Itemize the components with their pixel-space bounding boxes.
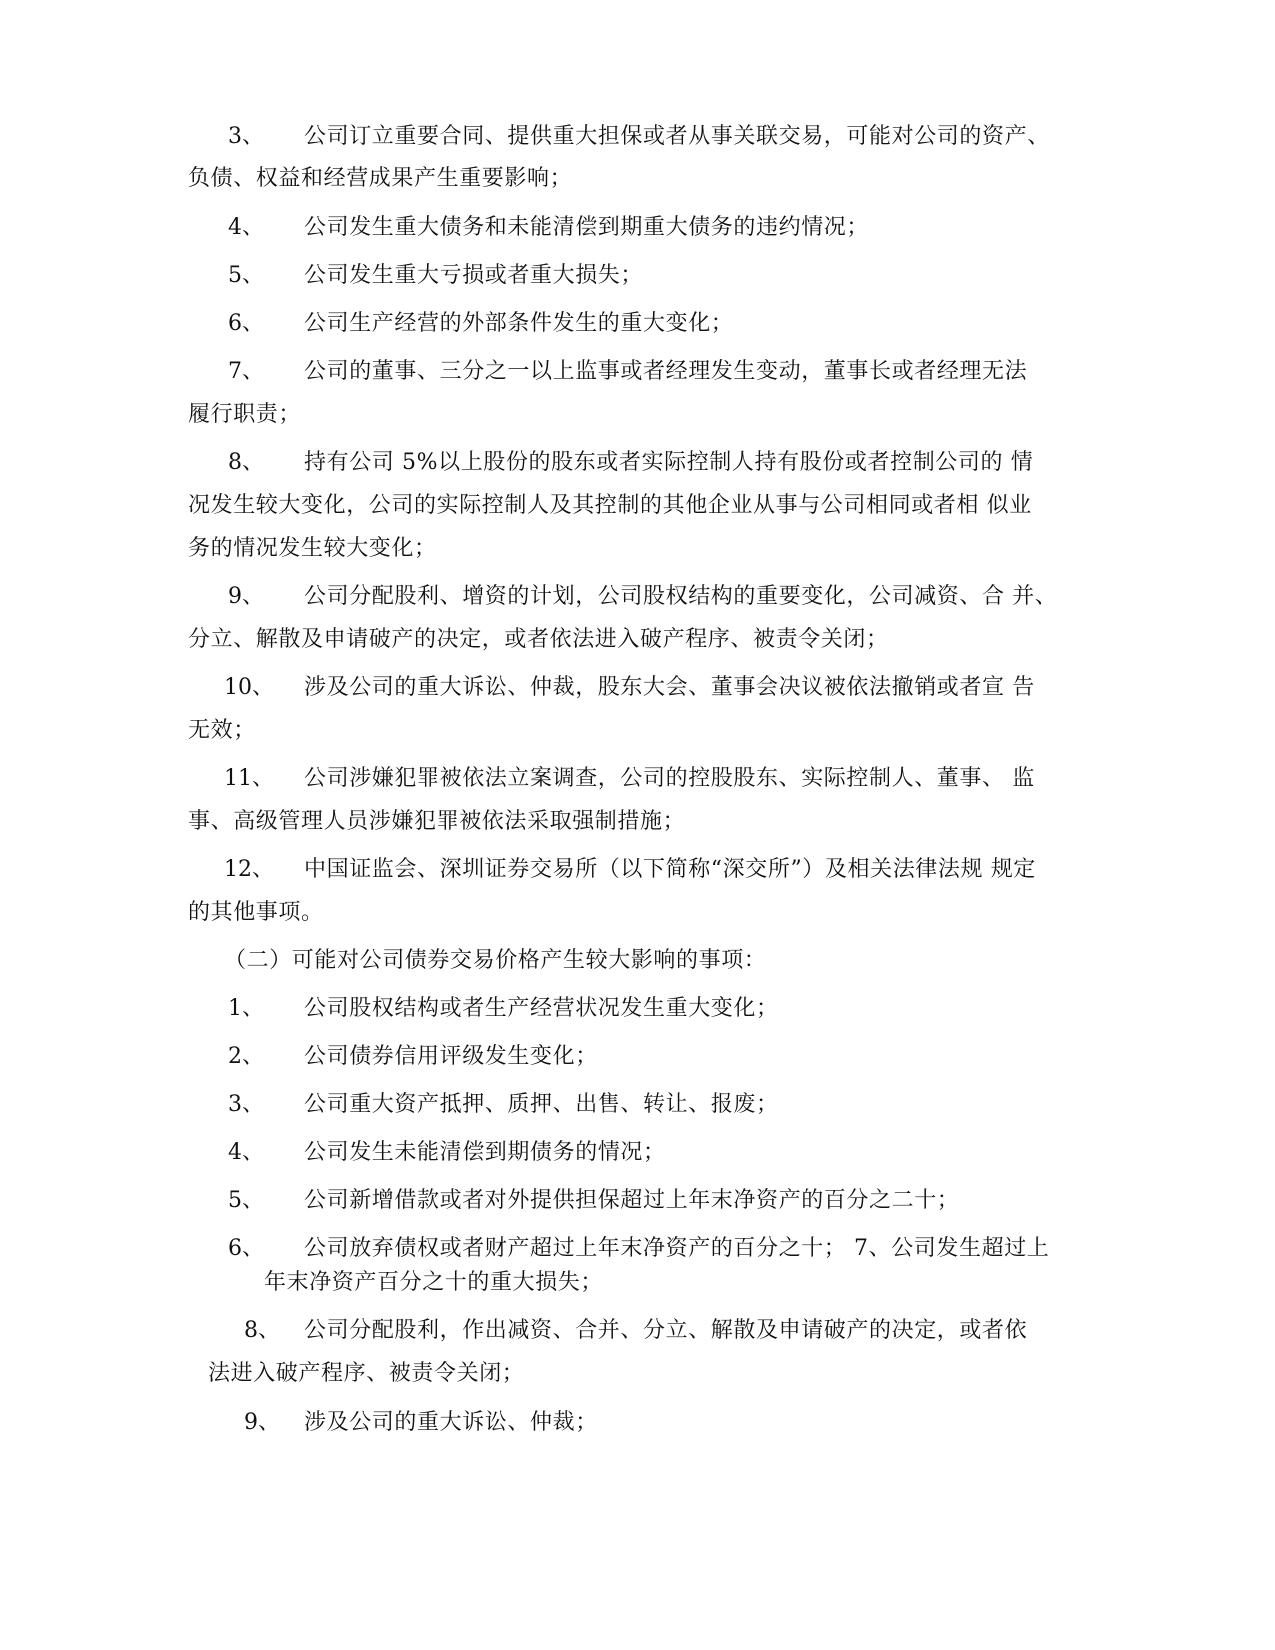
- list-item-number: 4、: [228, 215, 264, 240]
- list-item-text: 况发生较大变化，公司的实际控制人及其控制的其他企业从事与公司相同或者相 似业: [188, 493, 1032, 518]
- list-item-number: 5、: [228, 1188, 264, 1213]
- list-item-number: 9、: [228, 584, 264, 609]
- list-item-text: 公司股权结构或者生产经营状况发生重大变化；: [304, 996, 779, 1021]
- list-item-text: 涉及公司的重大诉讼、仲裁，股东大会、董事会决议被依法撤销或者宣 告: [304, 675, 1035, 700]
- list-item-number: 5、: [228, 263, 264, 288]
- list-item-text: 公司新增借款或者对外提供担保超过上年末净资产的百分之二十；: [304, 1188, 960, 1213]
- list-item-number: 3、: [228, 1092, 264, 1117]
- list-item-text: 公司的董事、三分之一以上监事或者经理发生变动，董事长或者经理无法: [304, 359, 1028, 384]
- section-heading: （二）可能对公司债券交易价格产生较大影响的事项：: [224, 948, 767, 973]
- list-item-text: 公司重大资产抵押、质押、出售、转让、报废；: [304, 1092, 779, 1117]
- list-item-text: 公司订立重要合同、提供重大担保或者从事关联交易，可能对公司的资产、: [304, 124, 1050, 149]
- list-item-text: 事、高级管理人员涉嫌犯罪被依法采取强制措施；: [188, 809, 686, 834]
- list-item-text: 务的情况发生较大变化；: [188, 536, 437, 561]
- list-item-number: 4、: [228, 1140, 264, 1165]
- list-item-number: 6、: [228, 1236, 264, 1261]
- list-item-text: 履行职责；: [188, 402, 302, 427]
- list-item-text: 公司债券信用评级发生变化；: [304, 1044, 598, 1069]
- list-item-number: 11、: [224, 766, 274, 791]
- list-item-number: 7、: [228, 359, 264, 384]
- list-item-text: 年末净资产百分之十的重大损失；: [264, 1270, 604, 1295]
- list-item-number: 10、: [224, 675, 274, 700]
- list-item-text: 持有公司 5%以上股份的股东或者实际控制人持有股份或者控制公司的 情: [304, 450, 1034, 475]
- list-item-number: 6、: [228, 311, 264, 336]
- list-item-number: 2、: [228, 1044, 264, 1069]
- list-item-text: 公司发生未能清偿到期债务的情况；: [304, 1140, 666, 1165]
- list-item-number: 1、: [228, 996, 264, 1021]
- list-item-text: 公司发生重大亏损或者重大损失；: [304, 263, 644, 288]
- list-item-number: 9、: [244, 1410, 280, 1435]
- list-item-number: 8、: [244, 1318, 280, 1343]
- list-item-text: 无效；: [188, 718, 256, 743]
- list-item-text: 公司分配股利，作出减资、合并、分立、解散及申请破产的决定，或者依: [304, 1318, 1028, 1343]
- list-item-text: 公司分配股利、增资的计划，公司股权结构的重要变化，公司减资、合 并、: [304, 584, 1058, 609]
- list-item-text: 负债、权益和经营成果产生重要影响；: [188, 166, 573, 191]
- list-item-text: 公司放弃债权或者财产超过上年末净资产的百分之十； 7、公司发生超过上: [304, 1236, 1050, 1261]
- list-item-number: 3、: [228, 124, 264, 149]
- list-item-text: 分立、解散及申请破产的决定，或者依法进入破产程序、被责令关闭；: [188, 627, 889, 652]
- list-item-number: 8、: [228, 450, 264, 475]
- list-item-text: 涉及公司的重大诉讼、仲裁；: [304, 1410, 598, 1435]
- list-item-text: 的其他事项。: [188, 900, 324, 925]
- list-item-text: 法进入破产程序、被责令关闭；: [208, 1361, 525, 1386]
- list-item-text: 公司涉嫌犯罪被依法立案调查，公司的控股股东、实际控制人、董事、 监: [304, 766, 1035, 791]
- list-item-number: 12、: [224, 857, 274, 882]
- list-item-text: 中国证监会、深圳证券交易所（以下简称“深交所”）及相关法律法规 规定: [304, 857, 1036, 882]
- list-item-text: 公司发生重大债务和未能清偿到期重大债务的违约情况；: [304, 215, 870, 240]
- list-item-text: 公司生产经营的外部条件发生的重大变化；: [304, 311, 734, 336]
